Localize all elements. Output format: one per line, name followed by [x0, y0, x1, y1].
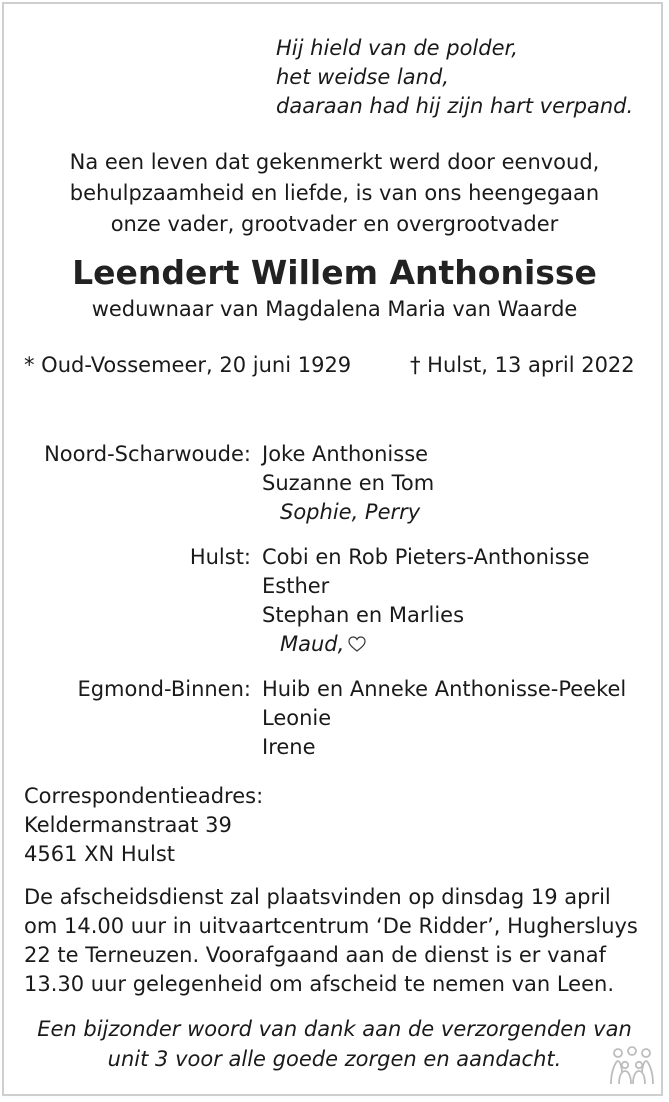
service-line: De afscheidsdienst zal plaatsvinden op dinsdag 19 april	[24, 885, 611, 909]
grandchildren-row	[262, 630, 669, 659]
family-member: Irene	[262, 735, 316, 759]
family-place: Hulst:	[189, 545, 251, 569]
family-member: Huib en Anneke Anthonisse-Peekel	[262, 677, 627, 701]
service-line: 13.30 uur gelegenheid om afscheid te nemen van Leen.	[24, 972, 615, 996]
poem-line: het weidse land,	[276, 65, 449, 89]
intro-text	[0, 147, 669, 240]
family-members	[262, 543, 669, 659]
family-list	[0, 440, 669, 778]
thanks-line: unit 3 voor alle goede zorgen en aandacht.	[107, 1047, 562, 1071]
intro-line: Na een leven dat gekenmerkt werd door eenvoud,	[69, 150, 600, 174]
correspondence-address	[24, 782, 263, 869]
family-member: Esther	[262, 574, 330, 598]
spouse-line: weduwnaar van Magdalena Maria van Waarde	[91, 297, 578, 321]
family-members	[262, 440, 669, 527]
family-member: Stephan en Marlies	[262, 603, 465, 627]
address-line: Correspondentieadres:	[24, 784, 264, 808]
family-place: Noord-Scharwoude:	[44, 442, 251, 466]
poem-line: Hij hield van de polder,	[276, 36, 518, 60]
address-line: 4561 XN Hulst	[24, 842, 175, 866]
family-logo-icon	[608, 1046, 656, 1086]
family-member: Leonie	[262, 706, 332, 730]
birth-info: * Oud-Vossemeer, 20 juni 1929	[24, 353, 352, 377]
family-member: Joke Anthonisse	[262, 442, 429, 466]
poem	[276, 34, 633, 121]
address-line: Keldermanstraat 39	[24, 813, 232, 837]
service-info	[24, 883, 649, 999]
deceased-name: Leendert Willem Anthonisse	[72, 253, 597, 292]
intro-line: onze vader, grootvader en overgrootvader	[110, 212, 559, 236]
family-group	[0, 675, 669, 762]
death-info: † Hulst, 13 april 2022	[410, 353, 635, 377]
family-member: Suzanne en Tom	[262, 471, 435, 495]
intro-line: behulpzaamheid en liefde, is van ons heengegaan	[69, 181, 600, 205]
heart-outline-icon	[348, 636, 366, 652]
family-group	[0, 543, 669, 659]
family-place: Egmond-Binnen:	[77, 677, 251, 701]
service-line: om 14.00 uur in uitvaartcentrum ‘De Ridder’, Hughersluys	[24, 914, 638, 938]
service-line: 22 te Terneuzen. Voorafgaand aan de dienst is er vanaf	[24, 943, 606, 967]
grandchildren: Maud,	[280, 632, 345, 656]
poem-line: daaraan had hij zijn hart verpand.	[276, 94, 634, 118]
thanks-note	[0, 1014, 669, 1074]
family-group	[0, 440, 669, 527]
grandchildren: Sophie, Perry	[280, 500, 421, 524]
family-members	[262, 675, 669, 762]
family-member: Cobi en Rob Pieters-Anthonisse	[262, 545, 590, 569]
thanks-line: Een bijzonder woord van dank aan de verzorgenden van	[37, 1017, 632, 1041]
